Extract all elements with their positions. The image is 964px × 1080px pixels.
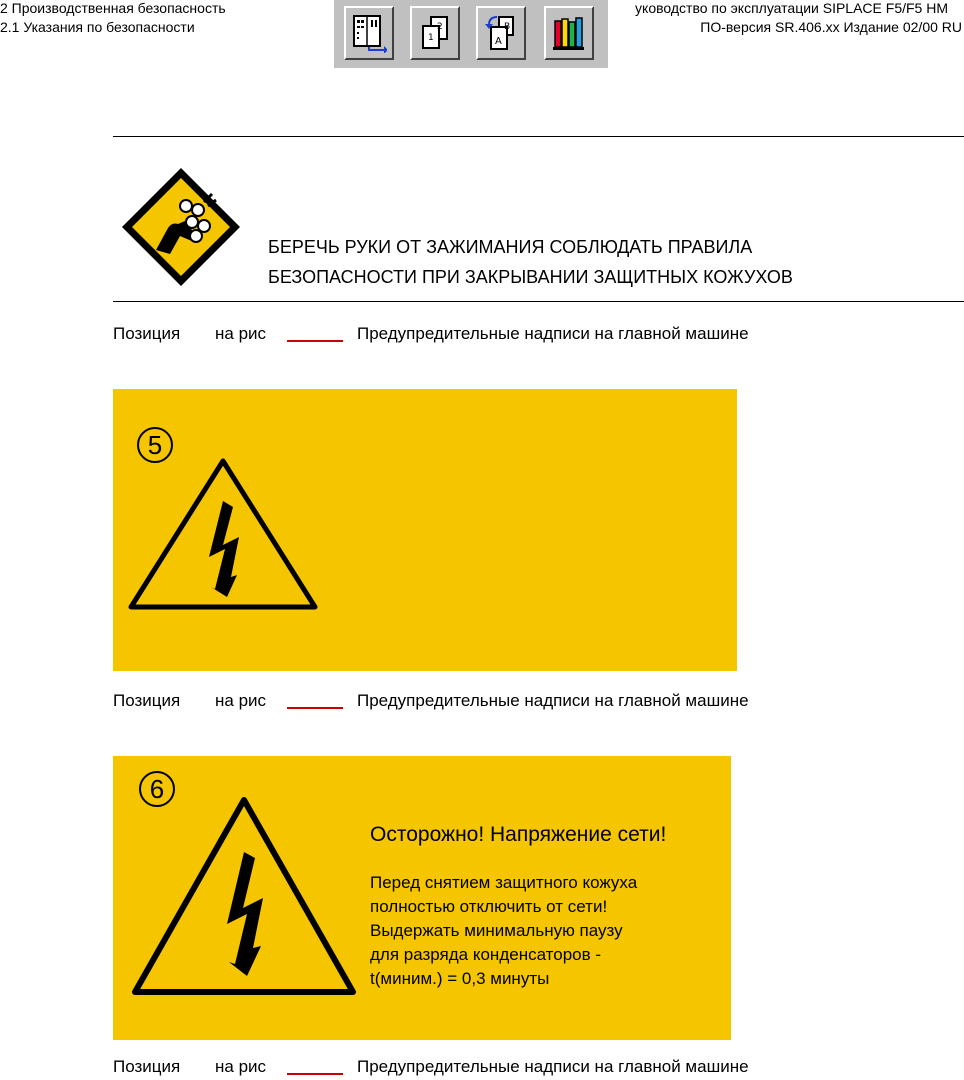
caption-figure-label: на рис: [215, 1057, 267, 1076]
back-button[interactable]: [476, 6, 526, 60]
manual-title: уководство по эксплуатации SIPLACE F5/F5 HM: [635, 0, 948, 16]
hand-crush-warning-icon: [120, 166, 242, 288]
high-voltage-icon: [131, 796, 357, 996]
voltage-warning-line: Перед снятием защитного кожуха: [370, 873, 638, 892]
caption-position-label: Позиция: [113, 691, 181, 710]
caption-position-label: Позиция: [113, 324, 181, 343]
svg-text:B: B: [504, 22, 511, 32]
voltage-warning-title: Осторожно! Напряжение сети!: [370, 823, 667, 846]
contents-button[interactable]: [344, 6, 394, 60]
pages-button[interactable]: [410, 6, 460, 60]
caption-description: Предупредительные надписи на главной машине: [357, 324, 749, 343]
caption-figure-blank: [287, 707, 343, 709]
hand-warning-line2: БЕЗОПАСНОСТИ ПРИ ЗАКРЫВАНИИ ЗАЩИТНЫХ КОЖУХОВ: [268, 267, 793, 287]
chapter-title: 2 Производственная безопасность: [0, 0, 226, 16]
warning-label-5: [113, 389, 737, 671]
library-button[interactable]: [544, 6, 594, 60]
label-number: 6: [139, 771, 175, 807]
library-icon: [551, 13, 587, 53]
high-voltage-icon: [127, 457, 319, 611]
warning-label-6: [113, 756, 731, 1040]
top-divider: [113, 136, 964, 137]
section-title: 2.1 Указания по безопасности: [0, 19, 195, 35]
caption-figure-blank: [287, 1073, 343, 1075]
hand-warning-line1: БЕРЕЧЬ РУКИ ОТ ЗАЖИМАНИЯ СОБЛЮДАТЬ ПРАВИЛА: [268, 237, 753, 257]
caption-description: Предупредительные надписи на главной машине: [357, 691, 749, 710]
label-number: 5: [137, 427, 173, 463]
caption-figure-label: на рис: [215, 324, 267, 343]
caption-position-label: Позиция: [113, 1057, 181, 1076]
back-icon: [483, 13, 519, 53]
version-info: ПО-версия SR.406.xx Издание 02/00 RU: [700, 19, 962, 35]
svg-text:1: 1: [428, 33, 434, 43]
svg-text:A: A: [495, 36, 502, 47]
voltage-warning-line: для разряда конденсаторов -: [370, 945, 602, 964]
caption-figure-blank: [287, 340, 343, 342]
bottom-divider: [113, 301, 964, 302]
contents-icon: [351, 13, 387, 53]
voltage-warning-line: полностью отключить от сети!: [370, 897, 608, 916]
voltage-warning-line: t(миним.) = 0,3 минуты: [370, 969, 550, 988]
pages-icon: [417, 13, 453, 53]
caption-figure-label: на рис: [215, 691, 267, 710]
voltage-warning-line: Выдержать минимальную паузу: [370, 921, 623, 940]
caption-description: Предупредительные надписи на главной машине: [357, 1057, 749, 1076]
svg-text:2: 2: [437, 22, 443, 32]
navigation-toolbar: [334, 0, 608, 68]
